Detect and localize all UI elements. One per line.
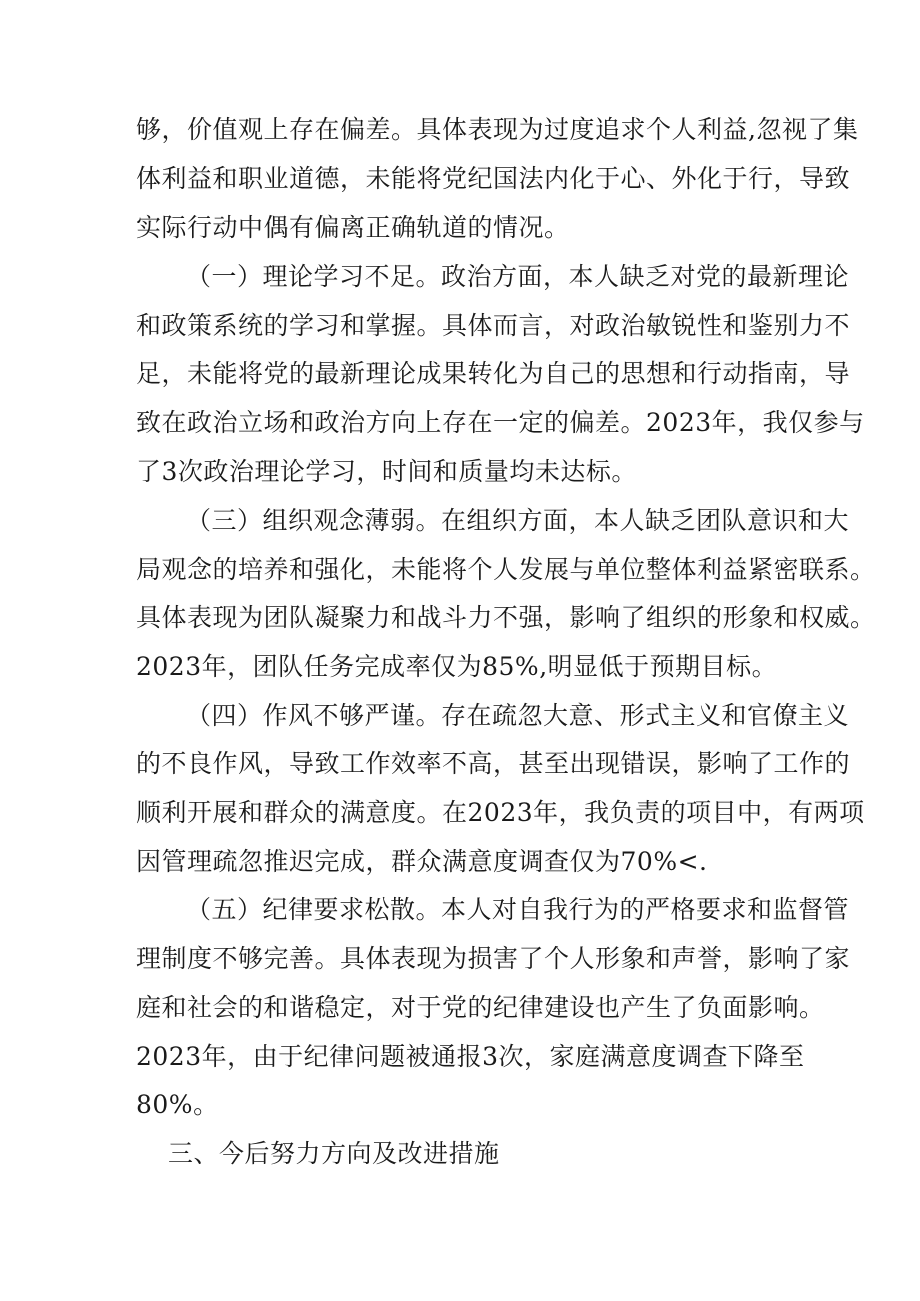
paragraph-first-line: （三）组织观念薄弱。在组织方面，本人缺乏团队意识和大 (186, 506, 850, 535)
text-line: 局观念的培养和强化，未能将个人发展与单位整体利益紧密联系。 (136, 555, 876, 584)
text-line: 了3次政治理论学习，时间和质量均未达标。 (136, 457, 637, 486)
text-line: 具体表现为团队凝聚力和战斗力不强，影响了组织的形象和权威。 (136, 603, 876, 632)
paragraph-first-line: （一）理论学习不足。政治方面，本人缺乏对党的最新理论 (186, 262, 850, 291)
text-line: 的不良作风，导致工作效率不高，甚至出现错误，影响了工作的 (136, 749, 851, 778)
text-line: 顺利开展和群众的满意度。在2023年，我负责的项目中，有两项 (136, 798, 865, 827)
paragraph-first-line: （五）纪律要求松散。本人对自我行为的严格要求和监督管 (186, 895, 850, 924)
text-line: 足，未能将党的最新理论成果转化为自己的思想和行动指南，导 (136, 359, 851, 388)
text-line: 因管理疏忽推迟完成，群众满意度调查仅为70%<. (136, 847, 708, 876)
text-line: 实际行动中偶有偏离正确轨道的情况。 (136, 213, 570, 242)
text-line: 致在政治立场和政治方向上存在一定的偏差。2023年，我仅参与 (136, 408, 865, 437)
section-heading: 三、今后努力方向及改进措施 (168, 1139, 500, 1168)
paragraph-first-line: （四）作风不够严谨。存在疏忽大意、形式主义和官僚主义 (186, 701, 850, 730)
text-line: 和政策系统的学习和掌握。具体而言，对政治敏锐性和鉴别力不 (136, 311, 851, 340)
text-line: 2023年，由于纪律问题被通报3次，家庭满意度调查下降至 (136, 1042, 805, 1071)
text-line: 体利益和职业道德，未能将党纪国法内化于心、外化于行，导致 (136, 164, 851, 193)
text-line: 2023年，团队任务完成率仅为85%,明显低于预期目标。 (136, 652, 778, 681)
text-line: 够，价值观上存在偏差。具体表现为过度追求个人利益,忽视了集 (136, 115, 859, 144)
text-line: 庭和社会的和谐稳定，对于党的纪律建设也产生了负面影响。 (136, 993, 825, 1022)
text-line: 80%。 (136, 1090, 219, 1119)
text-line: 理制度不够完善。具体表现为损害了个人形象和声誉，影响了家 (136, 944, 851, 973)
